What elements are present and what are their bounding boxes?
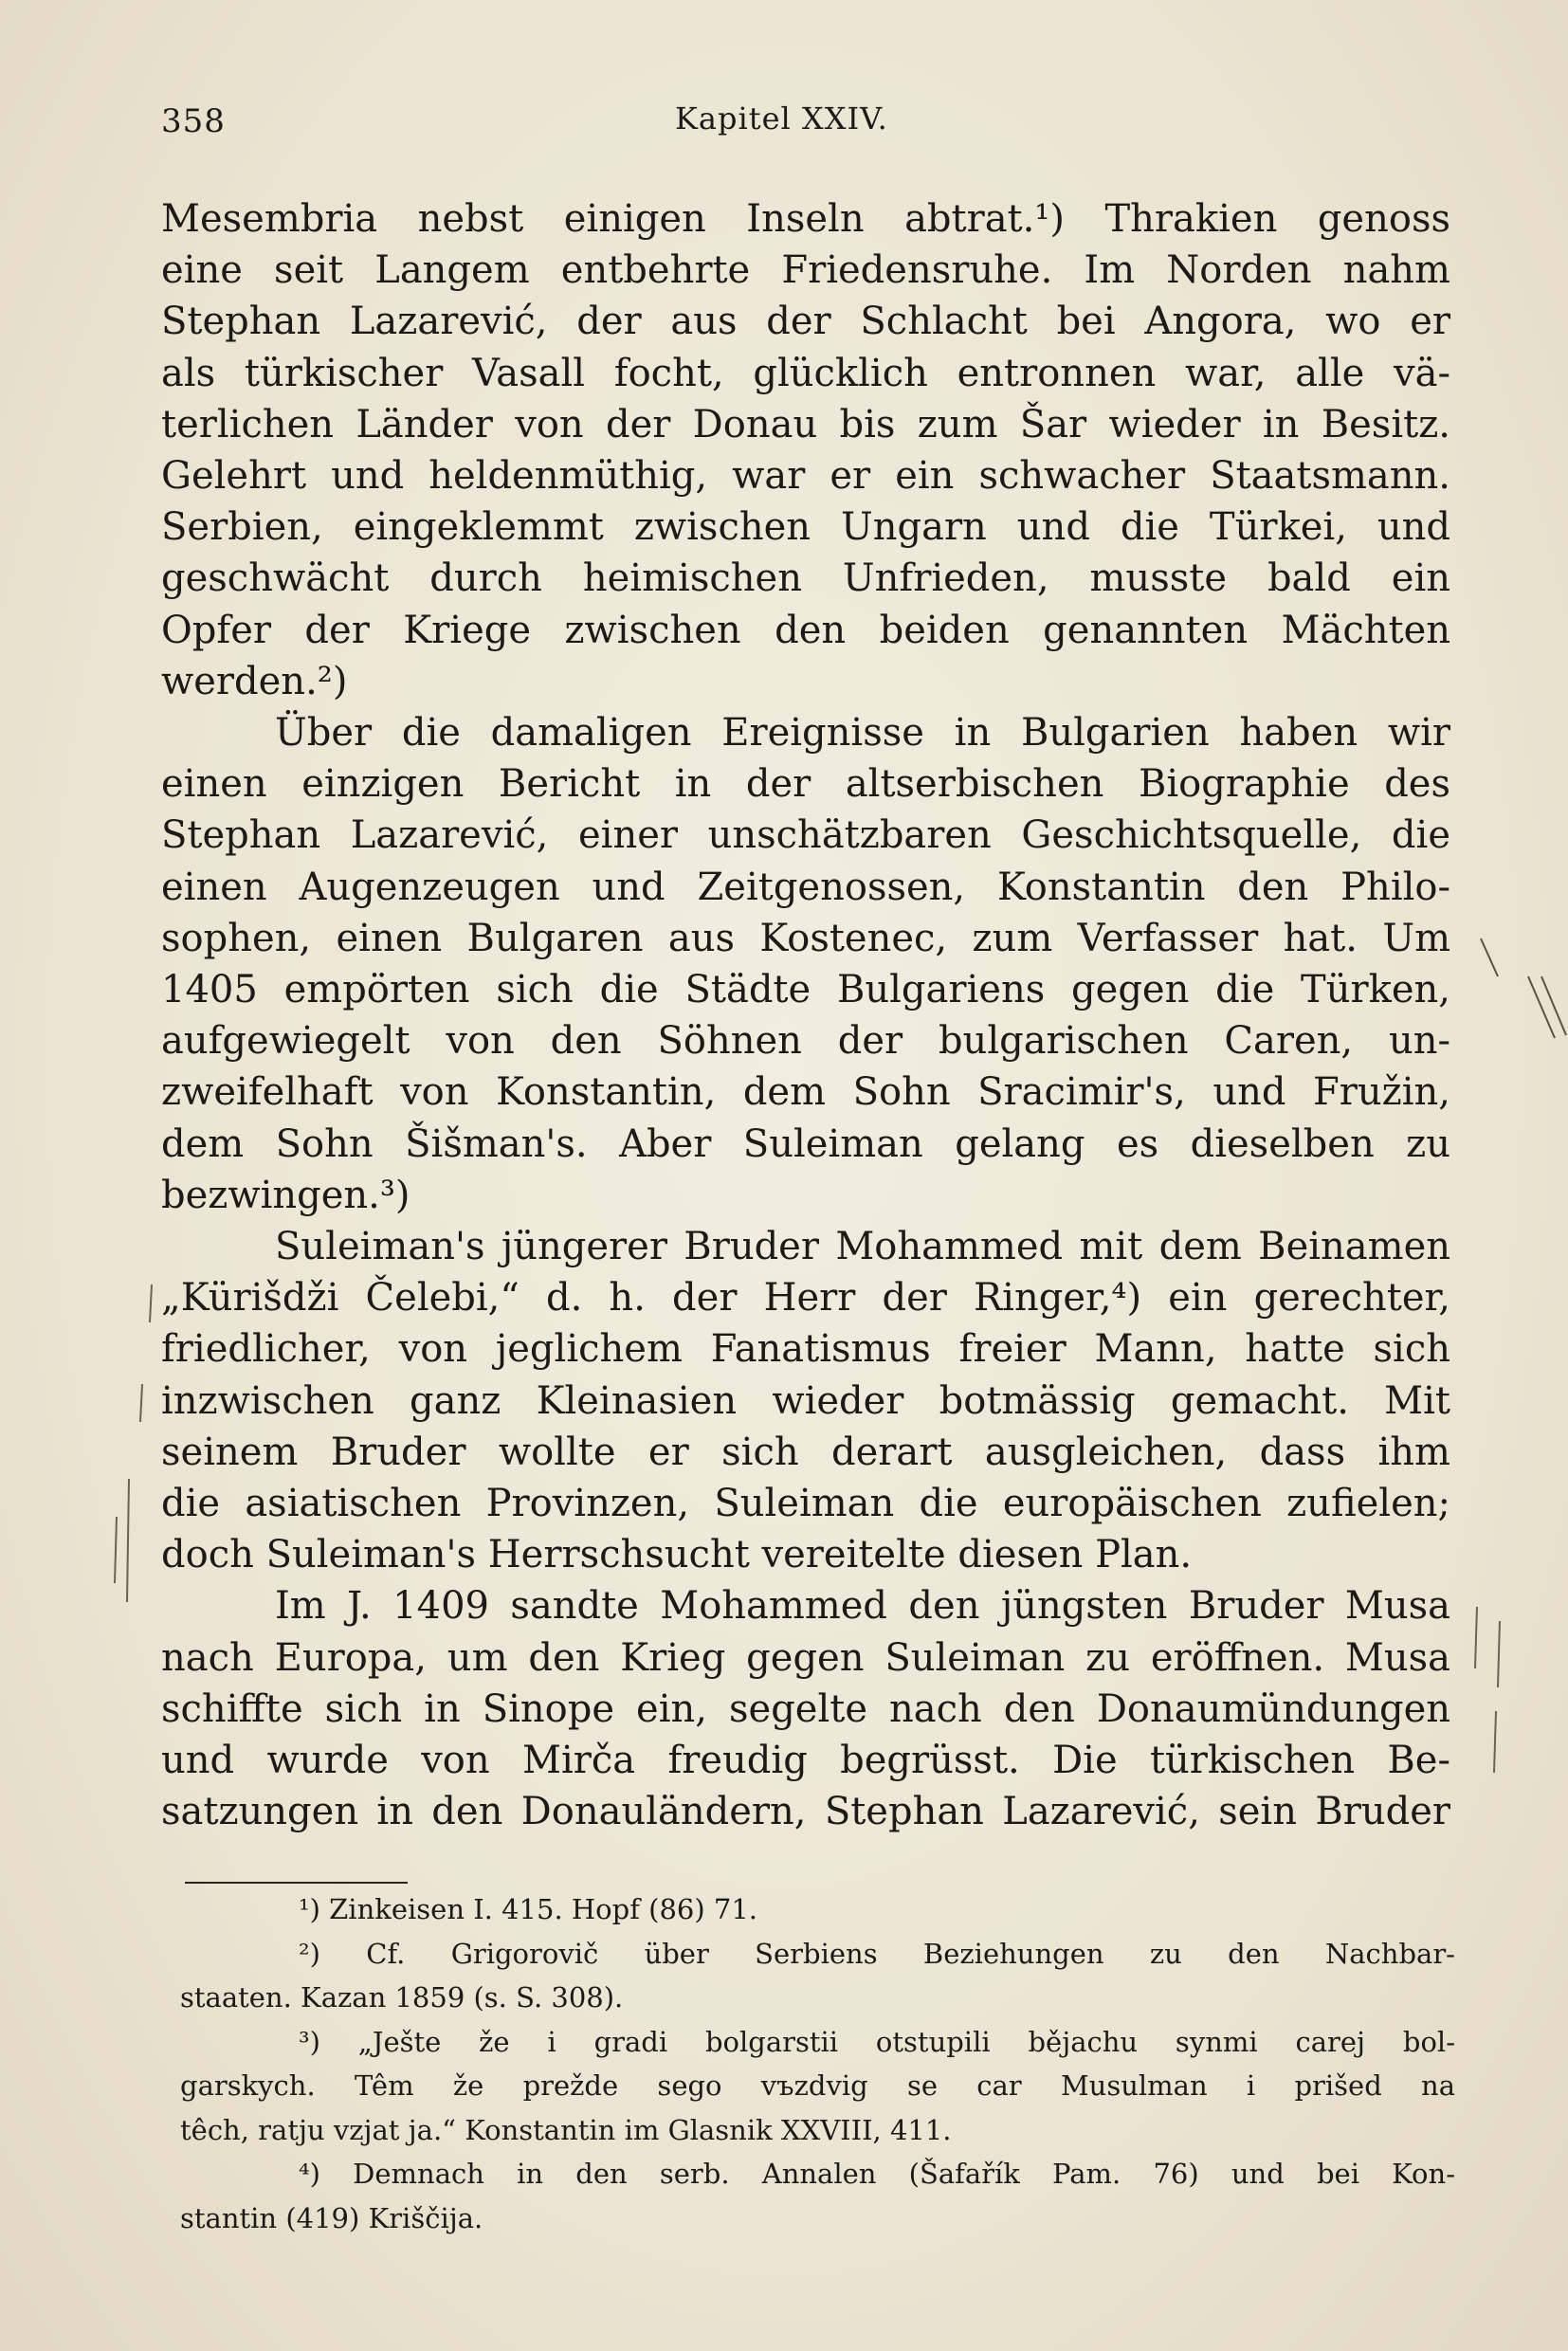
text-line: inzwischen ganz Kleinasien wieder botmässig gemacht. Mit (161, 1378, 1450, 1423)
text-line: Opfer der Kriege zwischen den beiden genannten Mächten (161, 608, 1450, 652)
footnote-line: ⁴) Demnach in den serb. Annalen (Šafařík Pam. 76) und bei Kon- (299, 2158, 1455, 2190)
text-line: Stephan Lazarević, der aus der Schlacht bei Angora, wo er (161, 300, 1450, 344)
text-line: Gelehrt und heldenmüthig, war er ein schwacher Staatsmann. (161, 454, 1450, 498)
text-line: dem Sohn Šišman's. Aber Suleiman gelang es dieselben zu (161, 1121, 1450, 1166)
footnote-line: stantin (419) Kriščija. (180, 2201, 483, 2234)
footnote-line: ²) Cf. Grigorovič über Serbiens Beziehungen zu den Nachbar- (299, 1937, 1455, 1970)
text-line: eine seit Langem entbehrte Friedensruhe. Im Norden nahm (161, 248, 1450, 293)
page-number: 358 (161, 102, 226, 140)
text-line: Suleiman's jüngerer Bruder Mohammed mit dem Beinamen (275, 1225, 1450, 1268)
text-line: die asiatischen Provinzen, Suleiman die europäischen zufielen; (161, 1482, 1450, 1525)
text-line: zweifelhaft von Konstantin, dem Sohn Sracimir's, und Fružin, (161, 1070, 1450, 1115)
footnote-line: ¹) Zinkeisen I. 415. Hopf (86) 71. (299, 1893, 758, 1925)
text-line: Serbien, eingeklemmt zwischen Ungarn und die Türkei, und (161, 505, 1450, 550)
text-line: Mesembria nebst einigen Inseln abtrat.¹) Thrakien genoss (161, 197, 1450, 241)
footnote-line: têch, ratju vzjat ja.“ Konstantin im Glasnik XXVIII, 411. (180, 2113, 952, 2146)
text-line: 1405 empörten sich die Städte Bulgariens gegen die Türken, (161, 968, 1450, 1011)
text-line: „Kürišdži Čelebi,“ d. h. der Herr der Ringer,⁴) ein gerechter, (161, 1276, 1450, 1321)
text-line: terlichen Länder von der Donau bis zum Šar wieder in Besitz. (161, 402, 1450, 447)
text-line: Über die damaligen Ereignisse in Bulgarien haben wir (275, 711, 1450, 755)
footnote-line: ³) „Ješte že i gradi bolgarstii otstupili bějachu synmi carej bol- (299, 2025, 1455, 2058)
text-line: seinem Bruder wollte er sich derart ausgleichen, dass ihm (161, 1430, 1450, 1474)
running-header: Kapitel XXIV. (675, 100, 888, 137)
text-line: Stephan Lazarević, einer unschätzbaren Geschichtsquelle, die (161, 813, 1450, 858)
text-line: bezwingen.³) (161, 1173, 410, 1217)
text-line: einen einzigen Bericht in der altserbischen Biographie des (161, 762, 1450, 807)
text-line: einen Augenzeugen und Zeitgenossen, Konstantin den Philo- (161, 865, 1450, 909)
text-line: satzungen in den Donauländern, Stephan Lazarević, sein Bruder (161, 1790, 1450, 1834)
text-line: Im J. 1409 sandte Mohammed den jüngsten Bruder Musa (275, 1584, 1450, 1629)
text-line: doch Suleiman's Herrschsucht vereitelte diesen Plan. (161, 1533, 1193, 1577)
text-line: und wurde von Mirča freudig begrüsst. Die türkischen Be- (161, 1739, 1450, 1782)
footnote-line: garskych. Têm že prežde sego vъzdvig se car Musulman i prišed na (180, 2069, 1455, 2102)
text-line: friedlicher, von jeglichem Fanatismus freier Mann, hatte sich (161, 1327, 1450, 1372)
text-line: sophen, einen Bulgaren aus Kostenec, zum Verfasser hat. Um (161, 916, 1450, 960)
text-line: werden.²) (161, 659, 348, 703)
text-line: geschwächt durch heimischen Unfrieden, musste bald ein (161, 556, 1450, 601)
text-line: aufgewiegelt von den Söhnen der bulgarischen Caren, un- (161, 1019, 1450, 1064)
text-line: nach Europa, um den Krieg gegen Suleiman zu eröffnen. Musa (161, 1635, 1450, 1680)
text-line: schiffte sich in Sinope ein, segelte nach den Donaumündungen (161, 1686, 1450, 1731)
text-line: als türkischer Vasall focht, glücklich entronnen war, alle vä- (161, 351, 1450, 395)
footnote-line: staaten. Kazan 1859 (s. S. 308). (180, 1981, 624, 2014)
